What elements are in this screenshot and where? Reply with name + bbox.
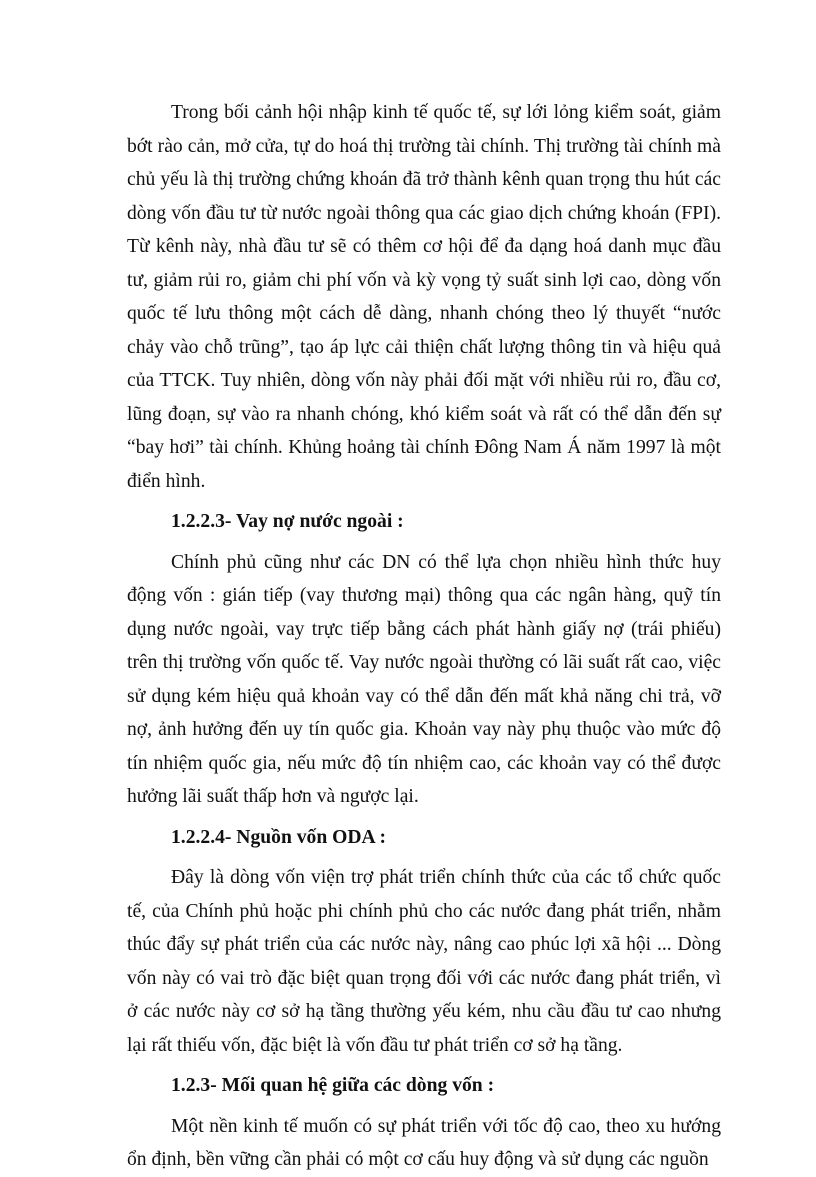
paragraph-oda: Đây là dòng vốn viện trợ phát triển chính thức của các tổ chức quốc tế, của Chính phủ hoặc phi chính phủ cho các nước đang phát triển, nhằm thúc đẩy sự phát triển của các nước này, nâng cao phúc lợi xã hội ... Dòng vốn này có vai trò đặc biệt quan trọng đối với các nước đang phát triển, vì ở các nước này cơ sở hạ tầng thường yếu kém, nhu cầu đầu tư cao nhưng lại rất thiếu vốn, đặc biệt là vốn đầu tư phát triển cơ sở hạ tầng. [127,867,721,1056]
heading-capital-flow-relationship: 1.2.3- Mối quan hệ giữa các dòng vốn : [171,1075,495,1096]
paragraph-foreign-loans: Chính phủ cũng như các DN có thể lựa chọn nhiều hình thức huy động vốn : gián tiếp (vay thương mại) thông qua các ngân hàng, quỹ tín dụng nước ngoài, vay trực tiếp bằng cách phát hành giấy nợ (trái phiếu) trên thị trường vốn quốc tế. Vay nước ngoài thường có lãi suất rất cao, việc sử dụng kém hiệu quả khoản vay có thể dẫn đến mất khả năng chi trả, vỡ nợ, ảnh hưởng đến uy tín quốc gia. Khoản vay này phụ thuộc vào mức độ tín nhiệm quốc gia, nếu mức độ tín nhiệm cao, các khoản vay có thể được hưởng lãi suất thấp hơn và ngược lại. [127,551,721,807]
page-body [127,96,721,1177]
paragraph-fpi: Trong bối cảnh hội nhập kinh tế quốc tế, sự lới lỏng kiểm soát, giảm bớt rào cản, mở cửa, tự do hoá thị trường tài chính. Thị trường tài chính mà chủ yếu là thị trường chứng khoán đã trở thành kênh quan trọng thu hút các dòng vốn đầu tư từ nước ngoài thông qua các giao dịch chứng khoán (FPI). Từ kênh này, nhà đầu tư sẽ có thêm cơ hội để đa dạng hoá danh mục đầu tư, giảm rủi ro, giảm chi phí vốn và kỳ vọng tỷ suất sinh lợi cao, dòng vốn quốc tế lưu thông một cách dễ dàng, nhanh chóng theo lý thuyết “nước chảy vào chỗ trũng”, tạo áp lực cải thiện chất lượng thông tin và hiệu quả của TTCK. Tuy nhiên, dòng vốn này phải đối mặt với nhiều rủi ro, đầu cơ, lũng đoạn, sự vào ra nhanh chóng, khó kiểm soát và rất có thể dẫn đến sự “bay hơi” tài chính. Khủng hoảng tài chính Đông Nam Á năm 1997 là một điển hình. [127,102,721,492]
heading-foreign-loans: 1.2.2.3- Vay nợ nước ngoài : [171,511,404,532]
heading-oda: 1.2.2.4- Nguồn vốn ODA : [171,826,387,848]
paragraph-capital-flow-relationship: Một nền kinh tế muốn có sự phát triển với tốc độ cao, theo xu hướng ổn định, bền vững cần phải có một cơ cấu huy động và sử dụng các nguồn [127,1115,721,1170]
